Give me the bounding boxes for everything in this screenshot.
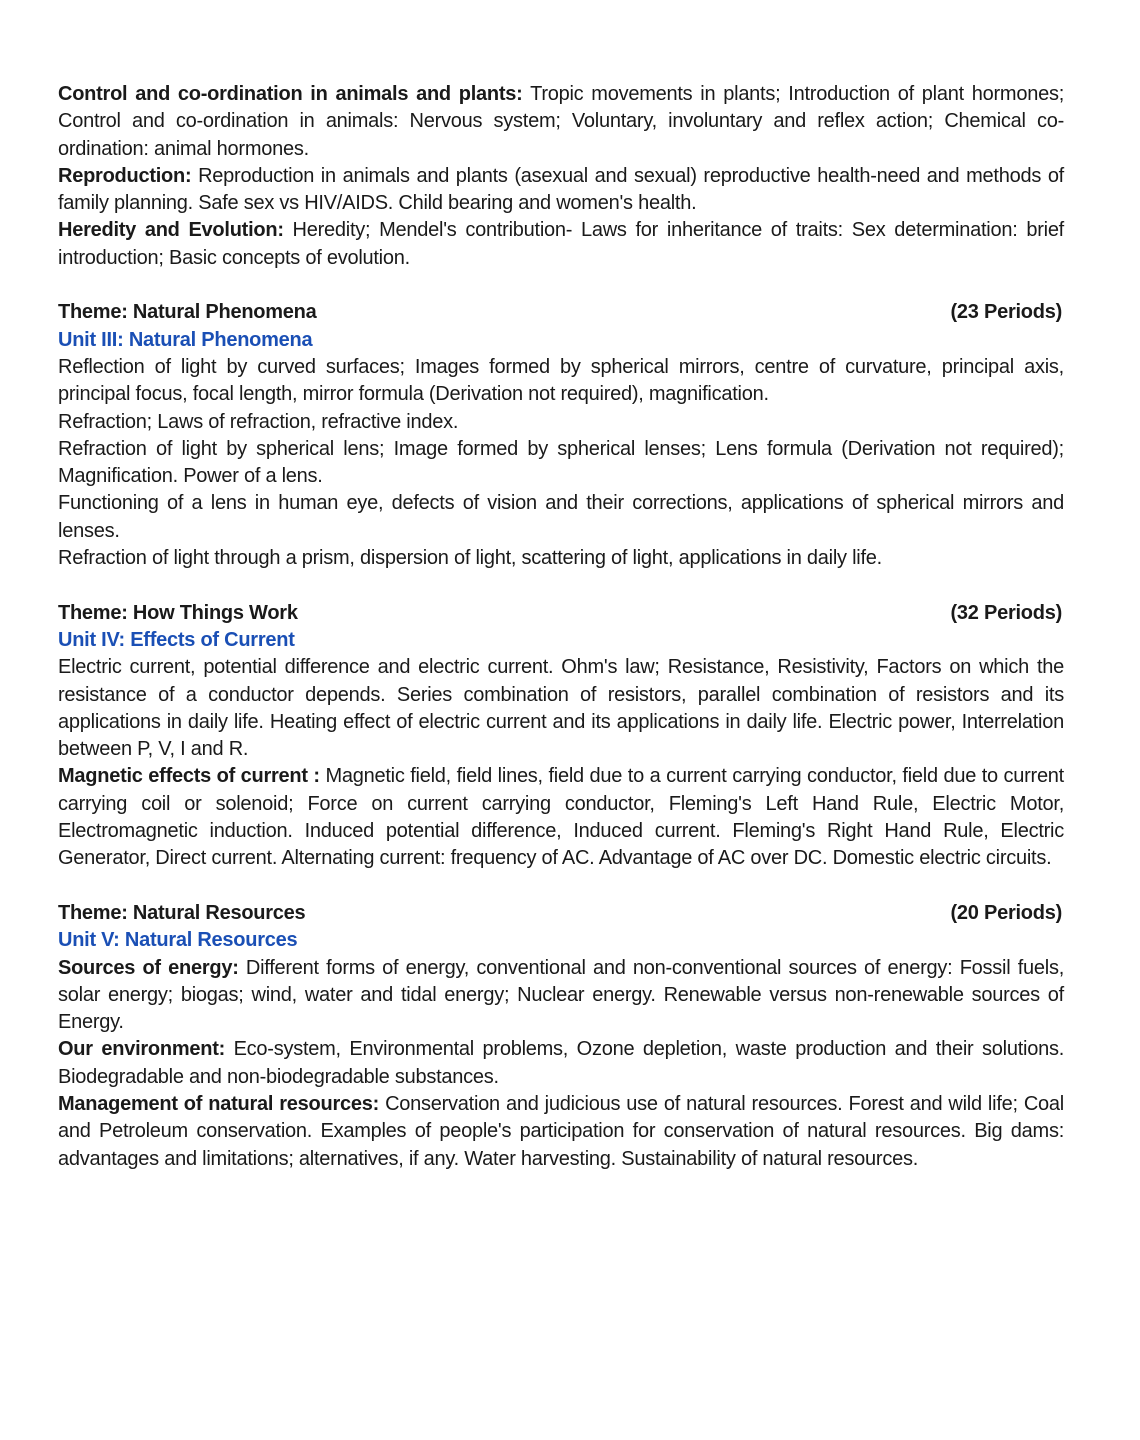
paragraph-heading: Management of natural resources: (58, 1092, 380, 1115)
paragraph (58, 217, 1064, 272)
theme-periods: (20 Periods) (950, 901, 1062, 924)
paragraph-heading: Reproduction: (58, 164, 192, 187)
paragraph-heading: Heredity and Evolution: (58, 219, 284, 242)
syllabus-document (58, 81, 1064, 1173)
paragraph (58, 436, 1064, 491)
paragraph-text: Different forms of energy, conventional and non-conventional sources of energy: Fossil fuels, solar energy; biogas; wind, water and tidal energy; Nuclear energy. Renewable versus non-renewable sources of Energy. (58, 956, 1064, 1034)
theme-section (58, 600, 1064, 873)
unit-title: Unit IV: Effects of Current (58, 628, 295, 651)
paragraph-text: Eco-system, Environmental problems, Ozone depletion, waste production and their solutions. Biodegradable and non-biodegradable substances. (58, 1038, 1064, 1088)
paragraph-text: Conservation and judicious use of natural resources. Forest and wild life; Coal and Petroleum conservation. Examples of people's participation for conservation of natural resources. Big dams: advantages and limitations; alternatives, if any. Water harvesting. Sustainability of natural resources. (58, 1092, 1064, 1170)
paragraph (58, 354, 1064, 409)
paragraph-text: Magnetic field, field lines, field due to a current carrying conductor, field due to current carrying coil or solenoid; Force on current carrying conductor, Fleming's Left Hand Rule, Electric Motor, Electromagnetic induction. Induced potential difference, Induced current. Fleming's Right Hand Rule, Electric Generator, Direct current. Alternating current: frequency of AC. Advantage of AC over DC. Domestic electric circuits. (58, 765, 1064, 870)
theme-header (58, 299, 1064, 326)
paragraph-text: Refraction; Laws of refraction, refractive index. (58, 410, 459, 433)
theme-section (58, 299, 1064, 572)
theme-title: Theme: Natural Resources (58, 901, 306, 924)
paragraph (58, 763, 1064, 872)
theme-section (58, 900, 1064, 1173)
paragraph-text: Reproduction in animals and plants (asexual and sexual) reproductive health-need and methods of family planning. Safe sex vs HIV/AIDS. Child bearing and women's health. (58, 164, 1064, 215)
theme-periods: (32 Periods) (950, 601, 1062, 624)
paragraph (58, 81, 1064, 163)
paragraph (58, 1091, 1064, 1173)
theme-periods: (23 Periods) (950, 301, 1062, 324)
unit-title: Unit V: Natural Resources (58, 929, 298, 952)
paragraph (58, 163, 1064, 218)
theme-title: Theme: Natural Phenomena (58, 301, 317, 324)
paragraph-heading: Our environment: (58, 1038, 226, 1061)
theme-header (58, 600, 1064, 627)
paragraph (58, 1036, 1064, 1091)
paragraph-heading: Magnetic effects of current : (58, 765, 320, 788)
paragraph-heading: Sources of energy: (58, 956, 239, 979)
theme-header (58, 900, 1064, 927)
theme-title: Theme: How Things Work (58, 601, 298, 624)
paragraph-text: Refraction of light by spherical lens; Image formed by spherical lenses; Lens formula (Derivation not required); Magnification. Power of a lens. (58, 437, 1064, 488)
paragraph (58, 955, 1064, 1037)
paragraph-text: Electric current, potential difference and electric current. Ohm's law; Resistance, Resistivity, Factors on which the resistance of a conductor depends. Series combination of resistors, parallel combination of resistors and its applications in daily life. Heating effect of electric current and its applications in daily life. Electric power, Interrelation between P, V, I and R. (58, 656, 1064, 761)
paragraph (58, 654, 1064, 763)
paragraph-text: Refraction of light through a prism, dispersion of light, scattering of light, applications in daily life. (58, 547, 882, 570)
paragraph-text: Tropic movements in plants; Introduction of plant hormones; Control and co-ordination in animals: Nervous system; Voluntary, involuntary and reflex action; Chemical co-ordination: animal hormones. (58, 83, 1064, 160)
paragraph-text: Reflection of light by curved surfaces; Images formed by spherical mirrors, centre of curvature, principal axis, principal focus, focal length, mirror formula (Derivation not required), magnification. (58, 355, 1064, 406)
paragraph-heading: Control and co-ordination in animals and plants: (58, 83, 523, 105)
paragraph (58, 545, 1064, 572)
paragraph-text: Functioning of a lens in human eye, defects of vision and their corrections, applications of spherical mirrors and lenses. (58, 492, 1064, 542)
paragraph-text: Heredity; Mendel's contribution- Laws for inheritance of traits: Sex determination: brief introduction; Basic concepts of evolution. (58, 219, 1064, 269)
paragraph (58, 490, 1064, 545)
unit-title: Unit III: Natural Phenomena (58, 328, 313, 351)
intro-section (58, 81, 1064, 272)
paragraph (58, 409, 1064, 436)
